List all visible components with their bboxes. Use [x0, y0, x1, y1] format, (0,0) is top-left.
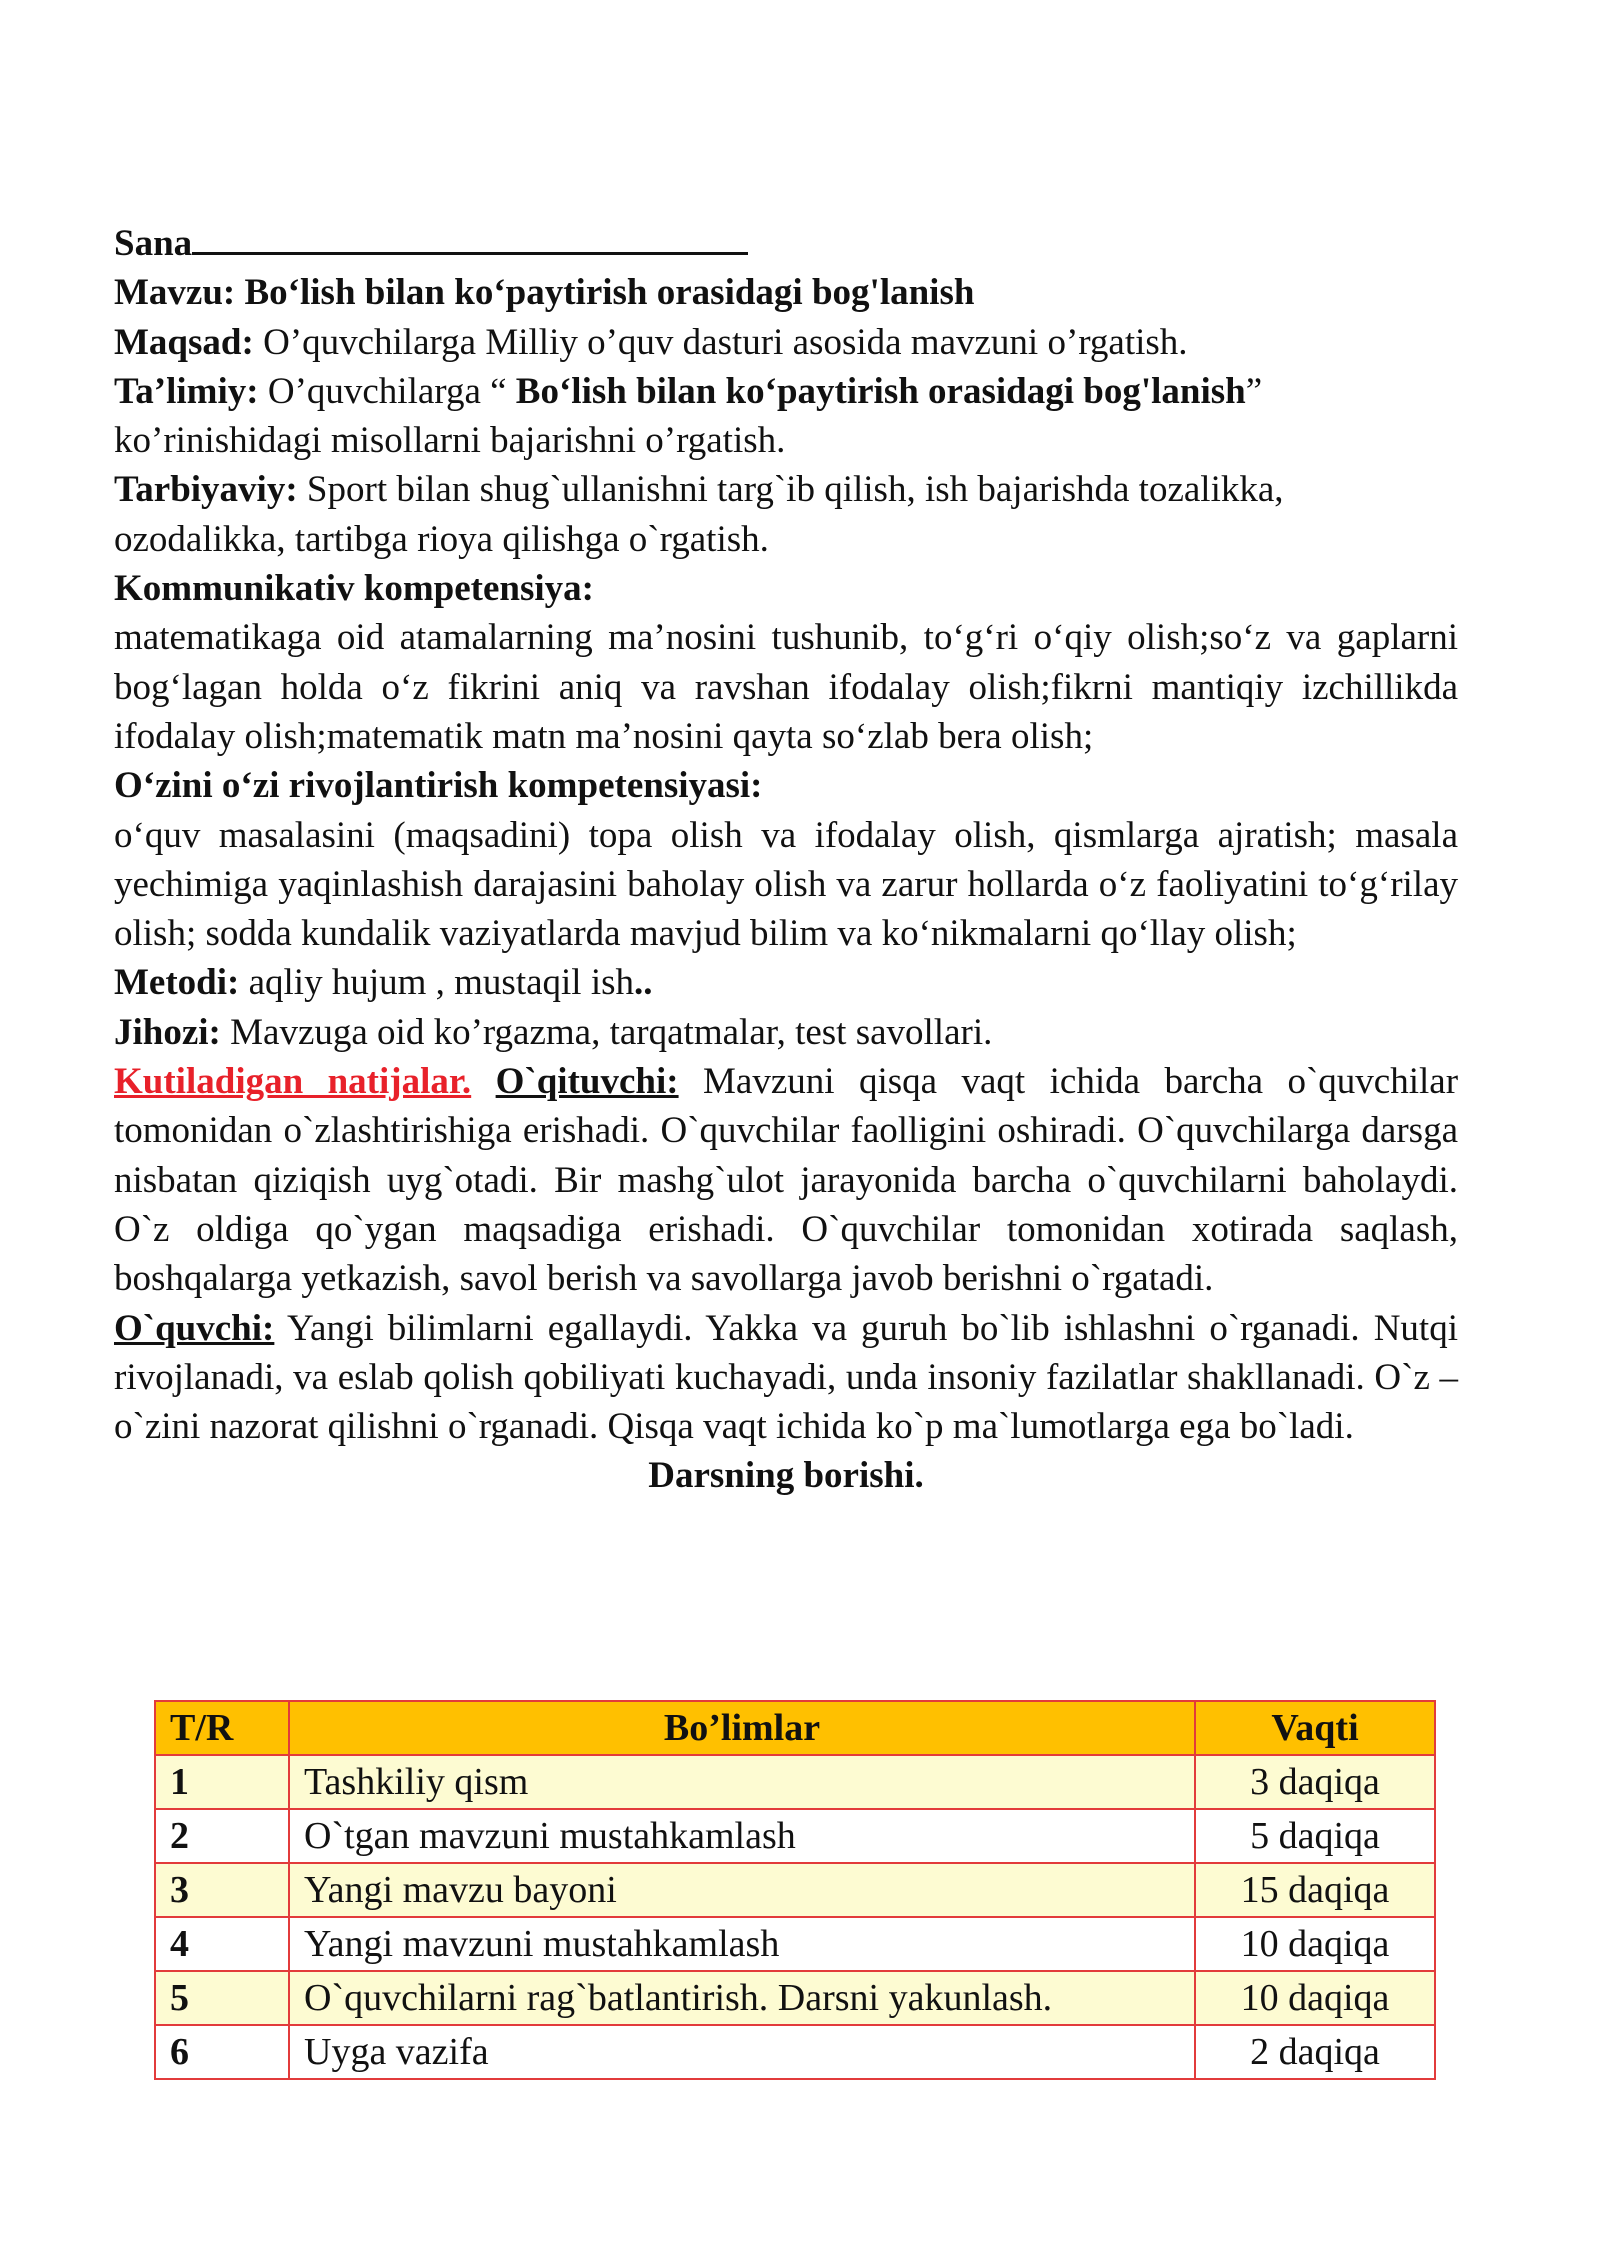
- expected-results-label: Kutiladigan natijalar.: [114, 1061, 472, 1103]
- row-number: 3: [155, 1863, 289, 1917]
- table-row: [155, 2025, 1435, 2079]
- method: [114, 958, 1458, 1007]
- upbringing-label: Tarbiyaviy:: [114, 469, 298, 511]
- student-label: O`quvchi:: [114, 1307, 275, 1349]
- row-time: 2 daqiqa: [1195, 2025, 1435, 2079]
- topic-label: Mavzu:: [114, 272, 236, 314]
- table-row: [155, 1863, 1435, 1917]
- date-blank: [192, 218, 748, 255]
- row-section: O`tgan mavzuni mustahkamlash: [289, 1809, 1195, 1863]
- method-text: aqliy hujum , mustaqil ish: [248, 962, 635, 1004]
- topic-text: Bo‘lish bilan ko‘paytirish orasidagi bog'lanish: [244, 272, 975, 314]
- lesson-plan: [114, 218, 1458, 1501]
- equipment-label: Jihozi:: [114, 1011, 221, 1053]
- self-development-text: o‘quv masalasini (maqsadini) topa olish va ifodalay olish, qismlarga ajratish; masala yechimiga yaqinlashish darajasini baholay olish va zarur hollarda o‘z faoliyatini to‘g‘rilay olish; sodda kundalik vaziyatlarda mavjud bilim va ko‘nikmalarni qo‘llay olish;: [114, 814, 1458, 955]
- row-time: 10 daqiqa: [1195, 1917, 1435, 1971]
- row-number: 5: [155, 1971, 289, 2025]
- self-development-heading: O‘zini o‘zi rivojlantirish kompetensiyasi:: [114, 765, 763, 807]
- student-results-text: Yangi bilimlarni egallaydi. Yakka va guruh bo`lib ishlashni o`rganadi. Nutqi rivojlanadi, va eslab qolish qobiliyati kuchayadi, unda insoniy fazilatlar shakllanadi. O`z – o`zini nazorat qilishni o`rganadi. Qisqa vaqt ichida ko`p ma`lumotlarga ega bo`ladi.: [114, 1307, 1458, 1448]
- student-results: [114, 1304, 1458, 1452]
- upbringing-text: Sport bilan shug`ullanishni targ`ib qilish, ish bajarishda tozalikka, ozodalikka, tartibga rioya qilishga o`rgatish.: [114, 469, 1284, 560]
- date-label: Sana: [114, 223, 193, 264]
- header-time: Vaqti: [1195, 1701, 1435, 1755]
- goal-label: Maqsad:: [114, 321, 254, 363]
- method-label: Metodi:: [114, 962, 240, 1004]
- communicative-text: matematikaga oid atamalarning ma’nosini tushunib, to‘g‘ri o‘qiy olish;so‘z va gaplarni bog‘lagan holda o‘z fikrini aniq va ravshan ifodalay olish;fikrni mantiqiy izchillikda ifodalay olish;matematik matn ma’nosini qayta so‘zlab bera olish;: [114, 617, 1458, 757]
- header-sections: Bo’limlar: [289, 1701, 1195, 1755]
- teacher-results-text: Mavzuni qisqa vaqt ichida barcha o`quvchilar tomonidan o`zlashtirishiga erishadi. O`quvchilar faolligini oshiradi. O`quvchilarga darsga nisbatan qiziqish uyg`otadi. Bir mashg`ulot jarayonida barcha o`quvchilarni baholaydi. O`z oldiga qo`ygan maqsadiga erishadi. O`quvchilar tomonidan xotirada saqlash, boshqalarga yetkazish, savol berish va savollarga javob berishni o`rgatadi.: [114, 1061, 1459, 1300]
- lesson-schedule-table: [154, 1700, 1436, 2080]
- educational-goal: [114, 367, 1458, 466]
- communicative-heading: Kommunikativ kompetensiya:: [114, 568, 595, 610]
- method-tail: ..: [634, 962, 653, 1004]
- date-line: [114, 218, 1458, 268]
- row-section: Yangi mavzu bayoni: [289, 1863, 1195, 1917]
- row-time: 3 daqiqa: [1195, 1755, 1435, 1809]
- row-section: Tashkiliy qism: [289, 1755, 1195, 1809]
- row-time: 15 daqiqa: [1195, 1863, 1435, 1917]
- teacher-label: O`qituvchi:: [495, 1061, 679, 1103]
- table-row: [155, 1809, 1435, 1863]
- row-number: 1: [155, 1755, 289, 1809]
- row-number: 2: [155, 1809, 289, 1863]
- expected-results: [114, 1057, 1458, 1303]
- row-number: 4: [155, 1917, 289, 1971]
- educational-pre: O’quvchilarga “: [267, 370, 516, 412]
- lesson-flow-title: Darsning borishi.: [648, 1455, 924, 1497]
- equipment-text: Mavzuga oid ko’rgazma, tarqatmalar, test savollari.: [230, 1011, 993, 1053]
- table-row: [155, 1971, 1435, 2025]
- row-section: Uyga vazifa: [289, 2025, 1195, 2079]
- topic: [114, 268, 1458, 317]
- row-time: 10 daqiqa: [1195, 1971, 1435, 2025]
- table-row: [155, 1917, 1435, 1971]
- upbringing-goal: [114, 465, 1458, 564]
- row-section: O`quvchilarni rag`batlantirish. Darsni yakunlash.: [289, 1971, 1195, 2025]
- educational-label: Ta’limiy:: [114, 370, 259, 412]
- row-number: 6: [155, 2025, 289, 2079]
- equipment: [114, 1008, 1458, 1057]
- table-row: [155, 1755, 1435, 1809]
- row-section: Yangi mavzuni mustahkamlash: [289, 1917, 1195, 1971]
- table-header-row: [155, 1701, 1435, 1755]
- row-time: 5 daqiqa: [1195, 1809, 1435, 1863]
- goal: [114, 318, 1458, 367]
- educational-bold: Bo‘lish bilan ko‘paytirish orasidagi bog'lanish: [515, 370, 1246, 412]
- educational-post: ” ko’rinishidagi misollarni bajarishni o’rgatish.: [114, 370, 1263, 462]
- goal-text: O’quvchilarga Milliy o’quv dasturi asosida mavzuni o’rgatish.: [263, 321, 1188, 363]
- header-tr: T/R: [155, 1701, 289, 1755]
